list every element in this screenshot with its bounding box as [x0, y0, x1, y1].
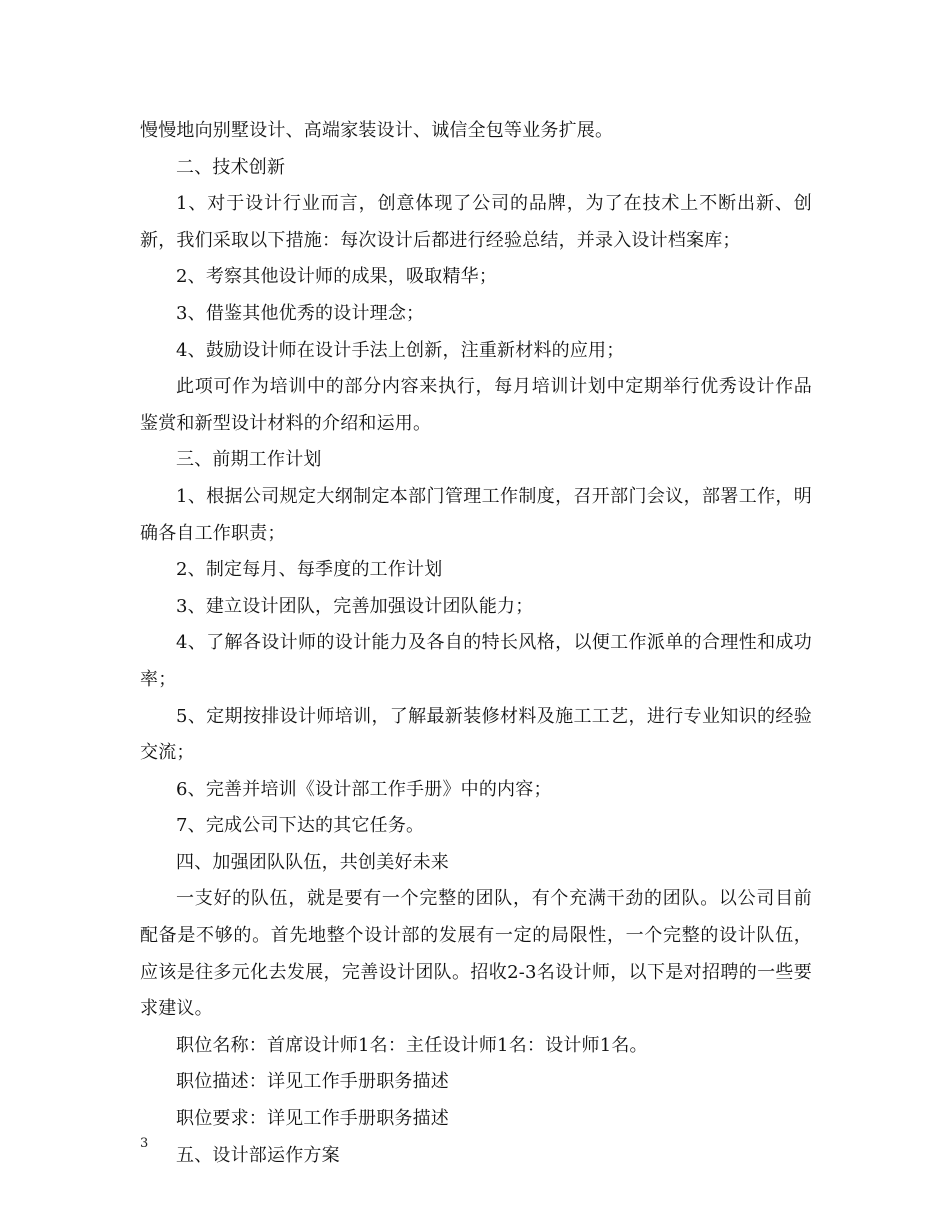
section-heading: 二、技术创新 [176, 156, 286, 178]
page-number: 3 [140, 1136, 149, 1151]
list-item: 5、定期按排设计师培训，了解最新装修材料及施工工艺，进行专业知识的经验交流； [140, 705, 812, 764]
list-item: 4、鼓励设计师在设计手法上创新，注重新材料的应用； [176, 339, 625, 361]
paragraph: 职位描述：详见工作手册职务描述 [176, 1071, 449, 1093]
section-heading: 三、前期工作计划 [176, 449, 322, 471]
paragraph: 职位名称：首席设计师1名：主任设计师1名：设计师1名。 [176, 1034, 648, 1056]
list-item: 7、完成公司下达的其它任务。 [176, 815, 425, 837]
document-body [140, 113, 812, 1174]
paragraph: 此项可作为培训中的部分内容来执行，每月培训计划中定期举行优秀设计作品鉴赏和新型设计材料的介绍和运用。 [140, 376, 812, 434]
section-heading: 五、设计部运作方案 [176, 1144, 340, 1166]
list-item: 1、对于设计行业而言，创意体现了公司的品牌，为了在技术上不断出新、创新，我们采取以下措施：每次设计后都进行经验总结，并录入设计档案库； [140, 193, 812, 251]
list-item: 1、根据公司规定大纲制定本部门管理工作制度，召开部门会议，部署工作，明确各自工作职责； [140, 485, 812, 544]
list-item: 3、借鉴其他优秀的设计理念； [176, 302, 425, 324]
list-item: 2、考察其他设计师的成果，吸取精华； [176, 266, 498, 288]
list-item: 4、了解各设计师的设计能力及各自的特长风格，以便工作派单的合理性和成功率； [140, 632, 812, 690]
paragraph: 职位要求：详见工作手册职务描述 [176, 1108, 449, 1130]
paragraph: 一支好的队伍，就是要有一个完整的团队，有个充满干劲的团队。以公司目前配备是不够的。首先地整个设计部的发展有一定的局限性，一个完整的设计队伍，应该是往多元化去发展，完善设计团队。招收2-3名设计师，以下是对招聘的一些要求建议。 [140, 888, 812, 1020]
list-item: 3、建立设计团队，完善加强设计团队能力； [176, 595, 534, 617]
list-item: 6、完善并培训《设计部工作手册》中的内容； [176, 778, 552, 800]
section-heading: 四、加强团队队伍，共创美好未来 [176, 851, 449, 873]
paragraph: 慢慢地向别墅设计、高端家装设计、诚信全包等业务扩展。 [140, 120, 614, 141]
list-item: 2、制定每月、每季度的工作计划 [176, 559, 443, 581]
